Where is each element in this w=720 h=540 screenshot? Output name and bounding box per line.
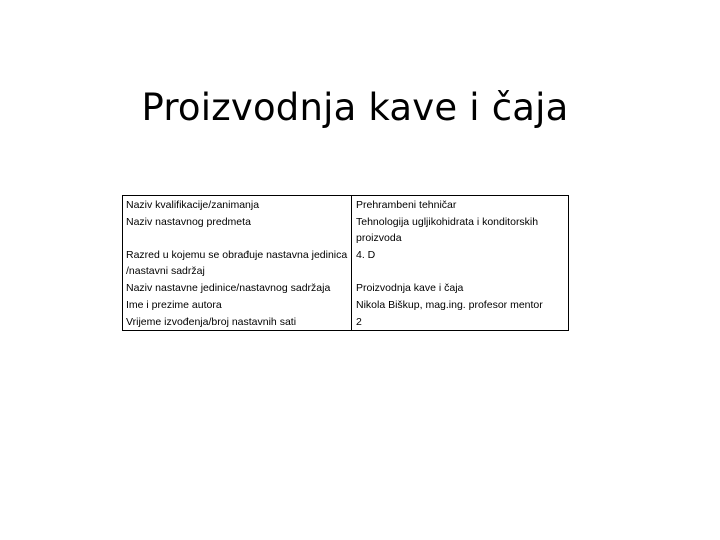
table-row [123,296,569,313]
row-value-duration: 2 [356,316,362,328]
row-label-unit: Naziv nastavne jedinice/nastavnog sadržaja [123,279,352,296]
row-label-class: Razred u kojemu se obrađuje nastavna jedinica /nastavni sadržaj [123,246,352,279]
table-row [123,313,569,331]
table-row [123,279,569,296]
row-value-qualification: Prehrambeni tehničar [356,199,457,211]
row-label-qualification: Naziv kvalifikacije/zanimanja [123,196,352,214]
table-row [123,246,569,279]
row-value-unit: Proizvodnja kave i čaja [356,282,464,294]
slide-title: Proizvodnja kave i čaja [141,86,569,129]
row-label-duration: Vrijeme izvođenja/broj nastavnih sati [123,313,352,331]
row-value-author: Nikola Biškup, mag.ing. profesor mentor [356,299,543,311]
row-label-author: Ime i prezime autora [123,296,352,313]
row-value-subject: Tehnologija ugljikohidrata i konditorskih proizvoda [356,216,539,244]
table-row [123,213,569,246]
row-value-class: 4. D [356,249,376,261]
row-label-subject: Naziv nastavnog predmeta [123,213,352,246]
table-row [123,196,569,214]
lesson-info-table [122,195,569,331]
